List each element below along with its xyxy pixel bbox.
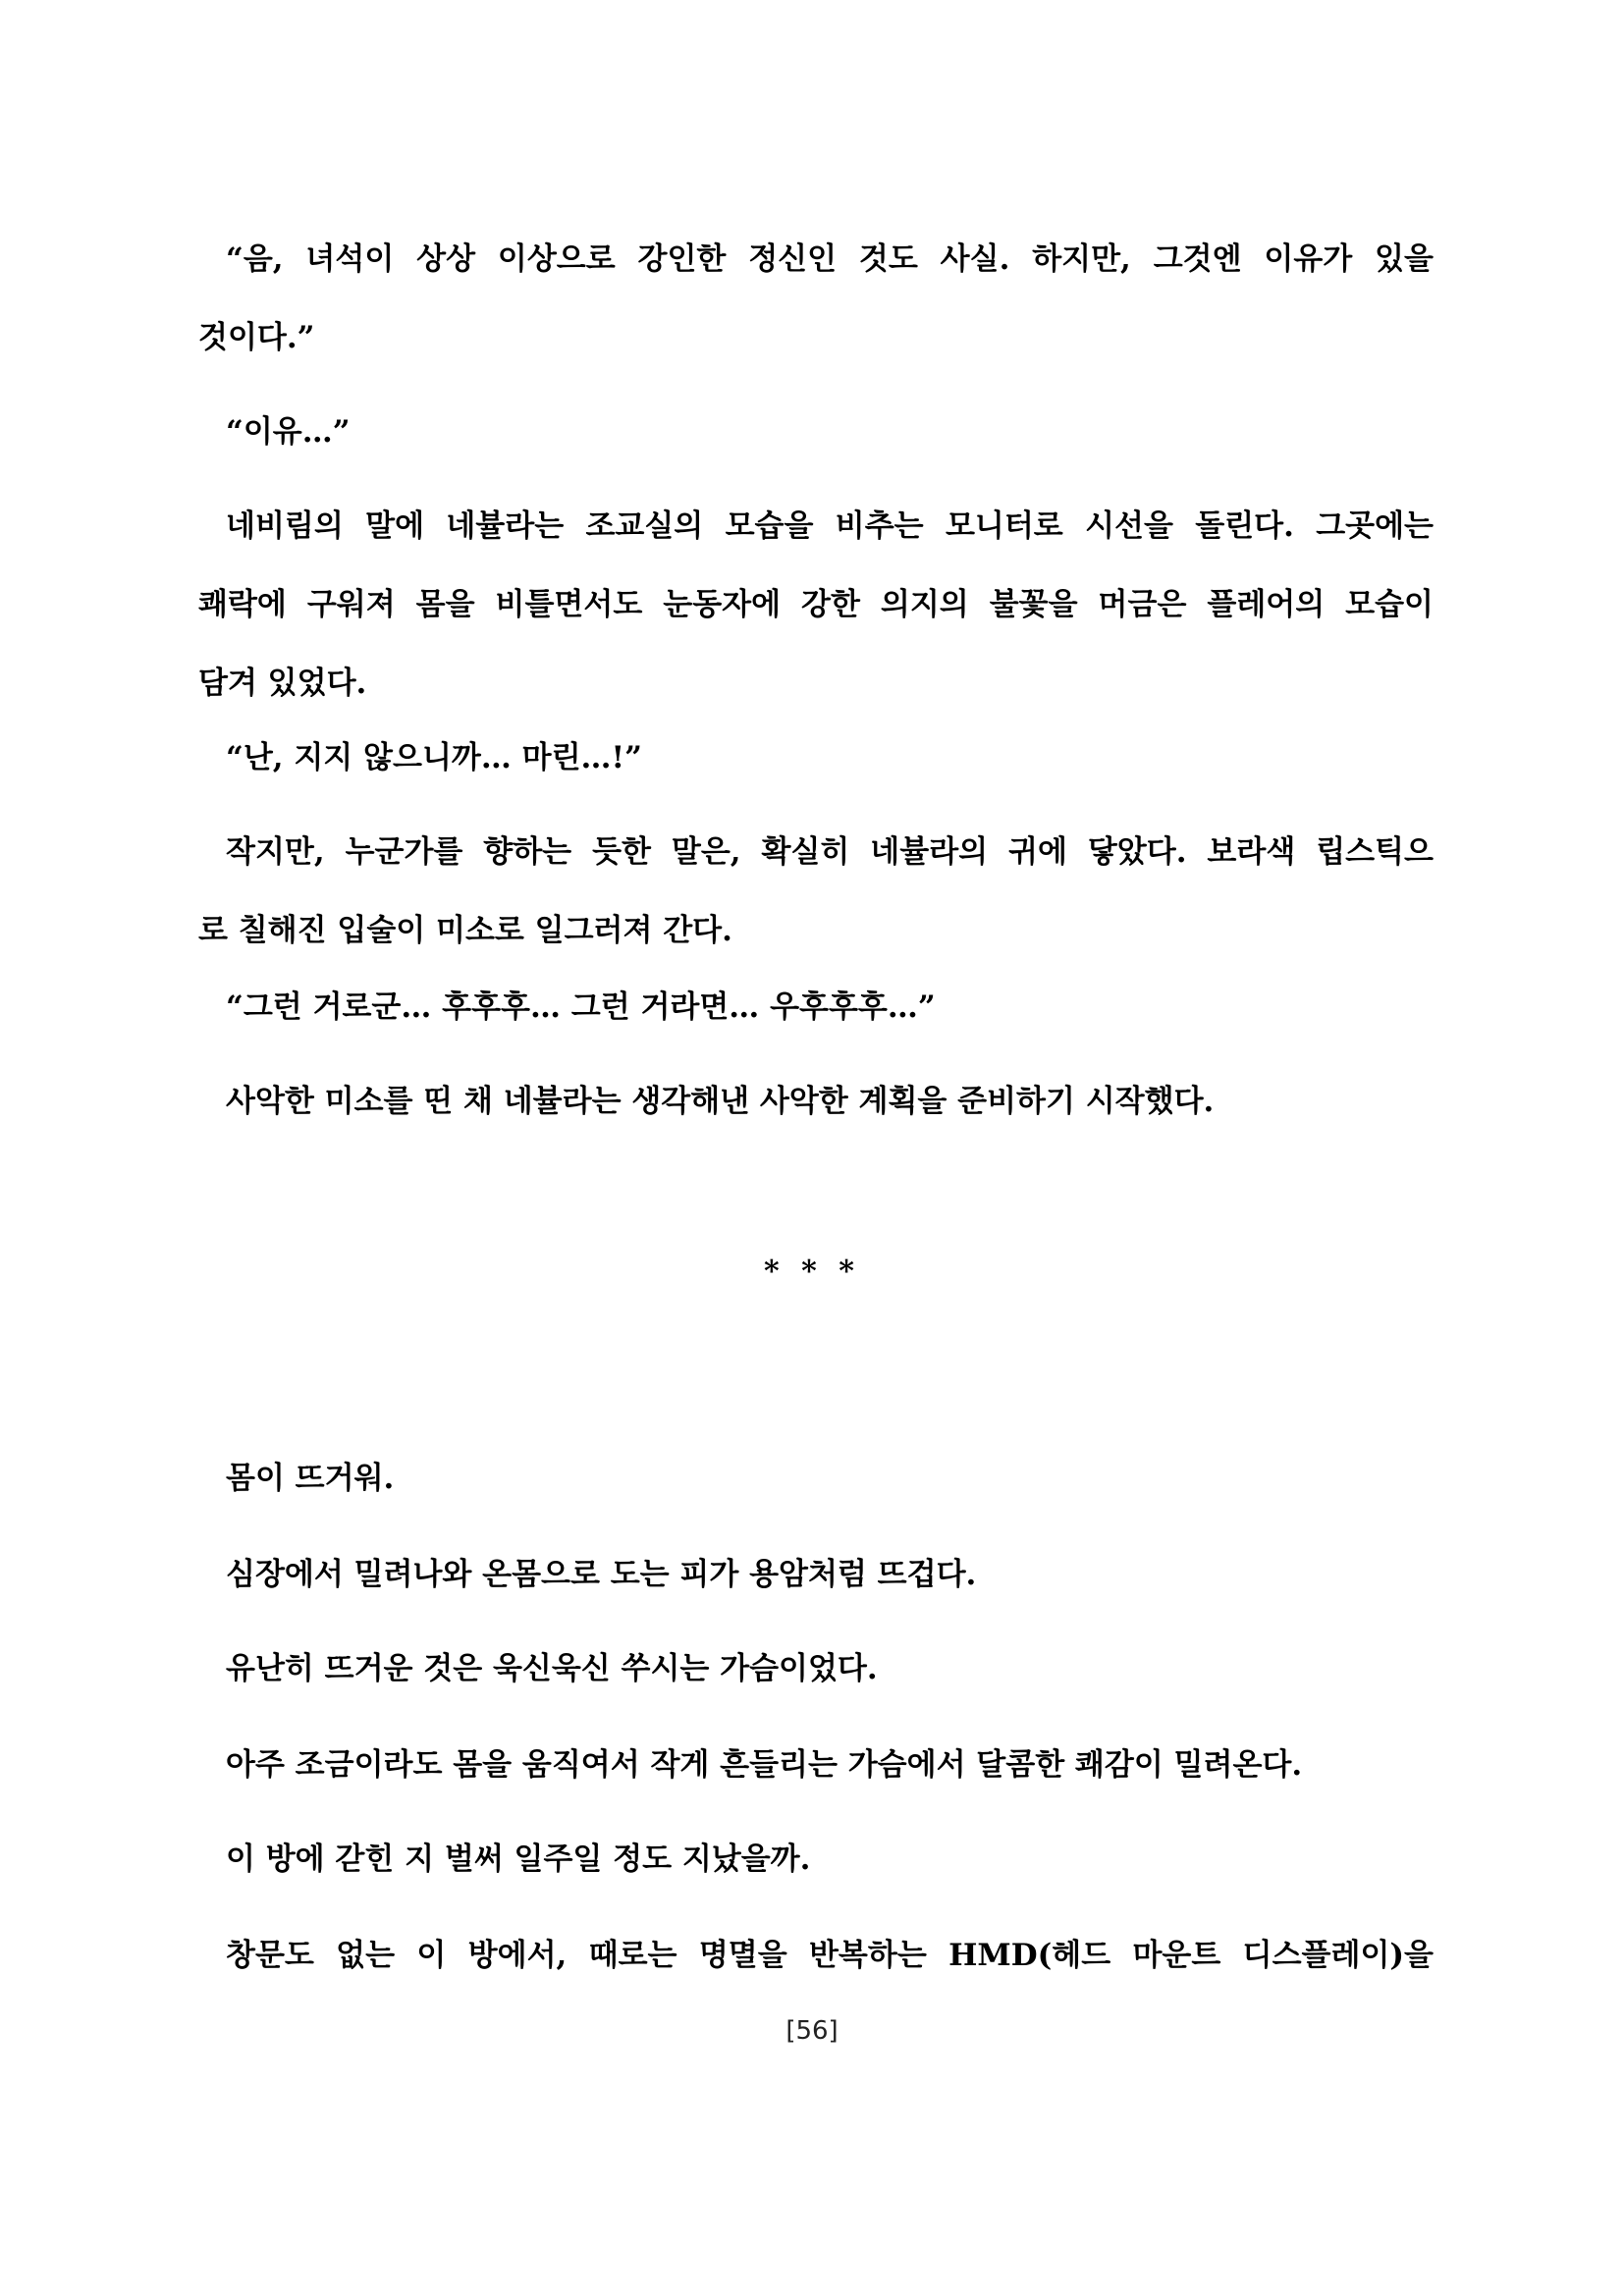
paragraph-8 bbox=[198, 1439, 1434, 1518]
paragraph-1 bbox=[198, 220, 1434, 377]
paragraph-7 bbox=[198, 1062, 1434, 1141]
text-line: 쾌락에 구워져 몸을 비틀면서도 눈동자에 강한 의지의 불꽃을 머금은 플레어의 모습이 bbox=[198, 587, 1434, 622]
text-line: “음, 녀석이 상상 이상으로 강인한 정신인 것도 사실. 하지만, 그것엔 이유가 있을 bbox=[226, 241, 1434, 277]
text-line: 이 방에 갇힌 지 벌써 일주일 정도 지났을까. bbox=[226, 1842, 811, 1877]
text-line: “난, 지지 않으니까… 마린…!” bbox=[226, 740, 642, 775]
paragraph-5 bbox=[198, 813, 1434, 970]
paragraph-2 bbox=[198, 393, 1434, 471]
paragraph-13 bbox=[198, 1916, 1434, 1995]
text-line: 심장에서 밀려나와 온몸으로 도는 피가 용암처럼 뜨겁다. bbox=[226, 1557, 977, 1592]
text-line: 작지만, 누군가를 향하는 듯한 말은, 확실히 네뷸라의 귀에 닿았다. 보라색 립스틱으 bbox=[226, 834, 1434, 870]
paragraph-12 bbox=[198, 1820, 1434, 1898]
text-line: 유난히 뜨거운 것은 욱신욱신 쑤시는 가슴이었다. bbox=[226, 1651, 878, 1686]
paragraph-10 bbox=[198, 1629, 1434, 1708]
text-line: 담겨 있었다. bbox=[198, 666, 367, 701]
paragraph-3 bbox=[198, 487, 1434, 722]
text-line: “그런 거로군… 후후후… 그런 거라면… 우후후후…” bbox=[226, 989, 936, 1025]
text-line: 것이다.” bbox=[198, 320, 315, 355]
text-line: 아주 조금이라도 몸을 움직여서 작게 흔들리는 가슴에서 달콤한 쾌감이 밀려온다. bbox=[226, 1747, 1303, 1783]
text-line: 로 칠해진 입술이 미소로 일그러져 간다. bbox=[198, 913, 732, 948]
paragraph-9 bbox=[198, 1535, 1434, 1614]
text-line: 창문도 없는 이 방에서, 때로는 명멸을 반복하는 HMD(헤드 마운트 디스플레이)을 bbox=[226, 1938, 1434, 1973]
page-number: [56] bbox=[785, 2016, 839, 2046]
text-line: 네비림의 말에 네뷸라는 조교실의 모습을 비추는 모니터로 시선을 돌린다. 그곳에는 bbox=[226, 508, 1434, 544]
paragraph-4 bbox=[198, 719, 1434, 797]
text-line: 몸이 뜨거워. bbox=[226, 1461, 395, 1496]
paragraph-11 bbox=[198, 1726, 1434, 1804]
paragraph-6 bbox=[198, 968, 1434, 1046]
text-line: “이유…” bbox=[226, 414, 351, 450]
scene-separator: * * * bbox=[764, 1255, 860, 1289]
text-line: 사악한 미소를 띤 채 네뷸라는 생각해낸 사악한 계획을 준비하기 시작했다. bbox=[226, 1084, 1215, 1119]
